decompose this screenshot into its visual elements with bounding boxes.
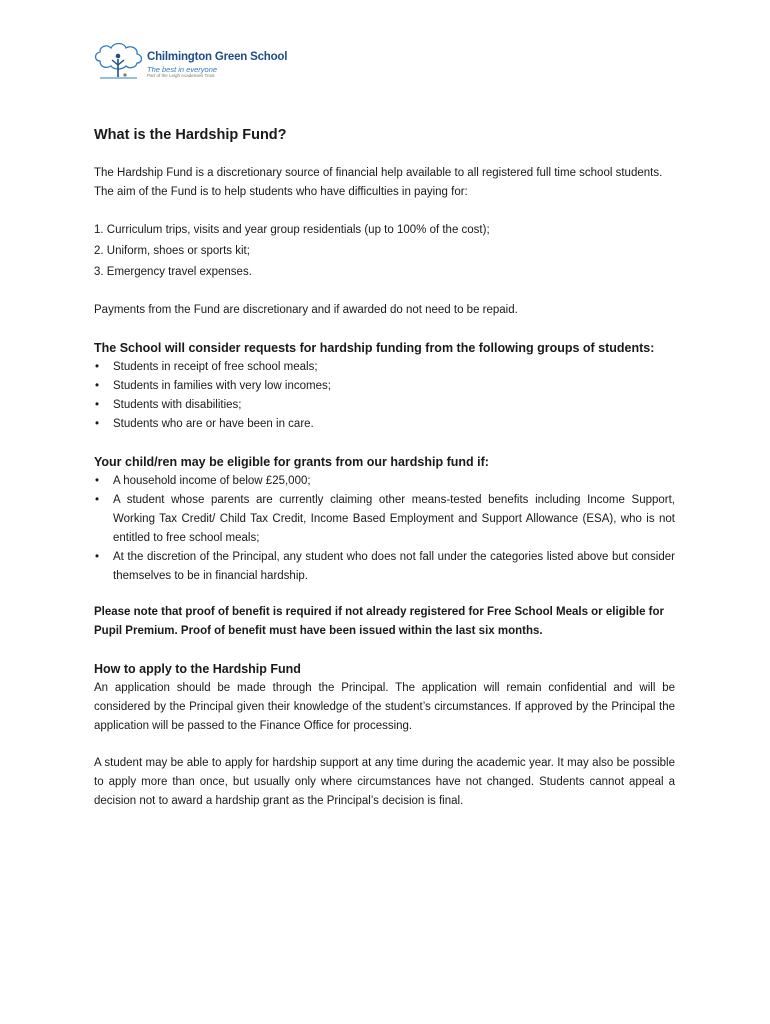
- list-item: 1. Curriculum trips, visits and year group residentials (up to 100% of the cost);: [94, 224, 490, 236]
- apply-paragraph-1: An application should be made through the Principal. The application will remain confidential and will be considered by the Principal given their knowledge of the student’s circumstances. If approved by the Principal the application will be passed to the Finance Office for processing.: [94, 682, 675, 732]
- school-subline: Part of the Leigh Academies Trust: [147, 73, 215, 78]
- page-title: What is the Hardship Fund?: [94, 127, 287, 143]
- proof-of-benefit-note: Please note that proof of benefit is required if not already registered for Free School Meals or eligible for Pupil Premium. Proof of benefit must have been issued within the last six months.: [94, 606, 665, 637]
- document-body: [94, 126, 675, 811]
- list-item: 3. Emergency travel expenses.: [94, 266, 252, 278]
- groups-list: [94, 358, 675, 434]
- eligibility-heading: Your child/ren may be eligible for grants from our hardship fund if:: [94, 455, 489, 469]
- apply-paragraph-2: A student may be able to apply for hardship support at any time during the academic year. It may also be possible to apply more than once, but usually only where circumstances have not changed. Students cannot appeal a decision not to award a hardship grant as the Principal’s decision is final.: [94, 757, 675, 807]
- pay-for-list: [94, 220, 675, 283]
- list-item: 2. Uniform, shoes or sports kit;: [94, 245, 250, 257]
- list-item: • Students in receipt of free school meals;: [94, 358, 675, 377]
- list-item: • Students in families with very low incomes;: [94, 377, 675, 396]
- list-item: • Students who are or have been in care.: [94, 415, 675, 434]
- apply-heading: How to apply to the Hardship Fund: [94, 662, 301, 676]
- list-item: • Students with disabilities;: [94, 396, 675, 415]
- list-item: • A student whose parents are currently claiming other means-tested benefits including Income Support, Working Tax Credit/ Child Tax Credit, Income Based Employment and Support Allowance (ESA), who is not entitled to free school meals;: [94, 491, 675, 548]
- eligibility-list: [94, 472, 675, 586]
- groups-heading: The School will consider requests for hardship funding from the following groups of students:: [94, 341, 655, 355]
- school-logo: [92, 41, 292, 83]
- school-motto: The best in everyone: [147, 65, 218, 74]
- tree-logo-icon: [92, 41, 146, 83]
- list-item: • A household income of below £25,000;: [94, 472, 675, 491]
- list-item: • At the discretion of the Principal, any student who does not fall under the categories listed above but consider themselves to be in financial hardship.: [94, 548, 675, 586]
- intro-paragraph: The Hardship Fund is a discretionary source of financial help available to all registered full time school students. The aim of the Fund is to help students who have difficulties in paying for:: [94, 167, 663, 198]
- payments-note: Payments from the Fund are discretionary and if awarded do not need to be repaid.: [94, 304, 518, 316]
- school-name: Chilmington Green School: [147, 51, 288, 63]
